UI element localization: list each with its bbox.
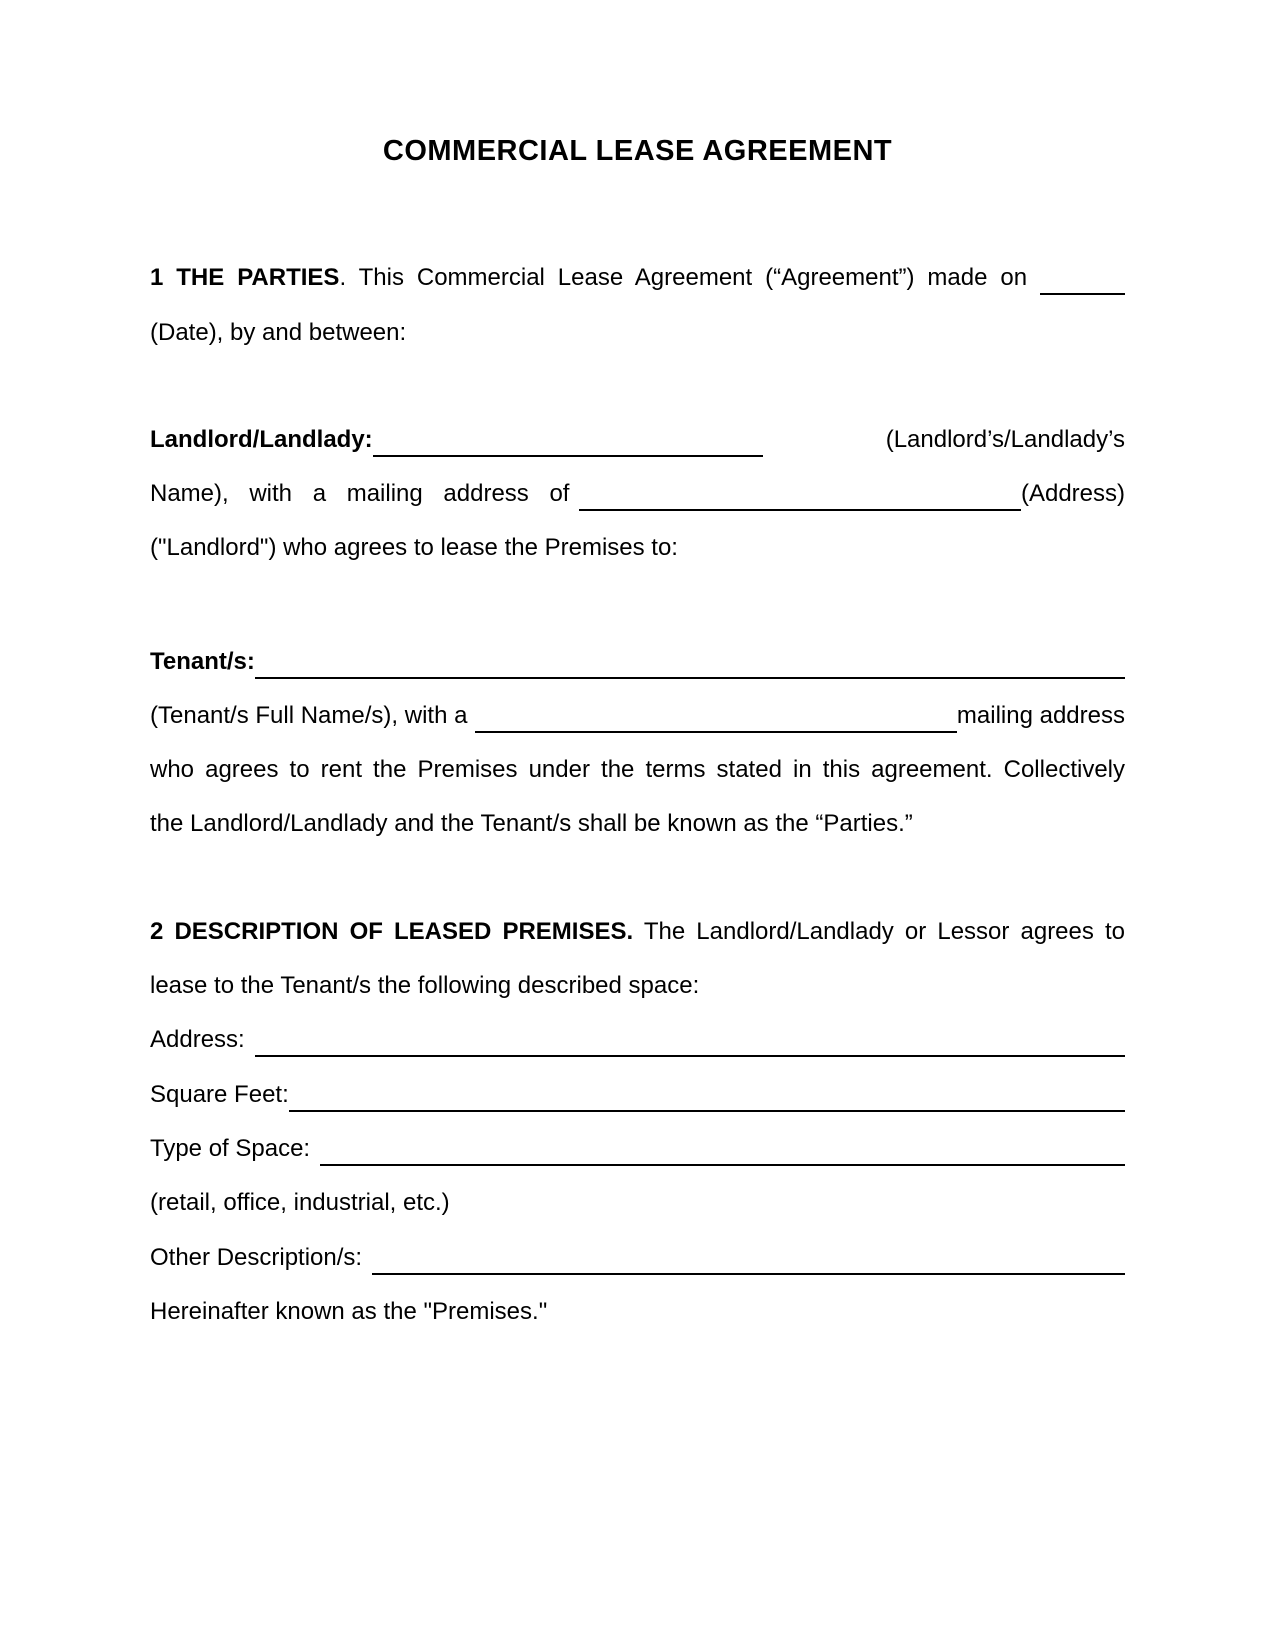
landlord-lease-line — [150, 533, 1125, 563]
parties-intro-text: . This Commercial Lease Agreement (“Agreement”) made on — [339, 264, 1028, 291]
landlord-address-line — [150, 479, 1125, 511]
type-of-space-hint-line — [150, 1188, 1125, 1218]
other-description-field-line — [150, 1243, 1125, 1275]
parties-intro-line2 — [150, 318, 1125, 348]
justify-spacer — [763, 425, 886, 455]
date-label-text: (Date), by and between: — [150, 319, 407, 346]
tenant-terms-text: who agrees to rent the Premises under the terms stated in this agreement. Collectively — [150, 756, 1125, 783]
address-field-line — [150, 1025, 1125, 1057]
landlord-name-hint: (Landlord’s/Landlady’s — [885, 426, 1125, 453]
premises-intro-text: lease to the Tenant/s the following described space: — [150, 972, 700, 999]
tenant-name-blank[interactable] — [255, 647, 1125, 679]
premises-closing-text: Hereinafter known as the "Premises." — [150, 1298, 548, 1325]
square-feet-field-label: Square Feet: — [150, 1081, 289, 1108]
premises-heading-text: The Landlord/Landlady or Lessor agrees to — [643, 918, 1125, 945]
section1-heading: 1 THE PARTIES — [150, 264, 340, 291]
type-of-space-field-label: Type of Space: — [150, 1135, 311, 1162]
square-feet-field-blank[interactable] — [289, 1080, 1125, 1112]
address-field-blank[interactable] — [255, 1025, 1125, 1057]
landlord-label: Landlord/Landlady: — [150, 426, 373, 453]
parties-intro-line1 — [150, 263, 1125, 325]
landlord-address-blank[interactable] — [579, 479, 1020, 511]
landlord-address-hint: (Address) — [1020, 480, 1125, 507]
document-title: COMMERCIAL LEASE AGREEMENT — [382, 135, 893, 167]
section2-heading: 2 DESCRIPTION OF LEASED PREMISES. — [150, 918, 634, 945]
tenant-name-line — [150, 647, 1125, 679]
tenant-label: Tenant/s: — [150, 648, 255, 675]
address-field-label: Address: — [150, 1026, 245, 1053]
premises-heading-line — [150, 917, 1125, 977]
other-description-field-blank[interactable] — [372, 1243, 1125, 1275]
square-feet-field-line — [150, 1080, 1125, 1112]
parties-definition-text: the Landlord/Landlady and the Tenant/s shall be known as the “Parties.” — [150, 810, 913, 837]
premises-closing-line — [150, 1297, 1125, 1327]
premises-intro-line — [150, 971, 1125, 1001]
landlord-name-blank[interactable] — [373, 425, 763, 457]
type-of-space-field-blank[interactable] — [320, 1134, 1125, 1166]
landlord-address-text: Name), with a mailing address of — [150, 480, 570, 507]
type-of-space-hint-text: (retail, office, industrial, etc.) — [150, 1189, 450, 1216]
landlord-name-line — [150, 425, 1125, 457]
tenant-terms-line — [150, 755, 1125, 815]
tenant-address-text-before: (Tenant/s Full Name/s), with a — [150, 702, 468, 729]
tenant-address-text-after: mailing address — [956, 702, 1125, 729]
tenant-address-line — [150, 701, 1125, 733]
landlord-lease-text: ("Landlord") who agrees to lease the Premises to: — [150, 534, 678, 561]
type-of-space-field-line — [150, 1134, 1125, 1166]
other-description-field-label: Other Description/s: — [150, 1244, 363, 1271]
tenant-address-blank[interactable] — [475, 701, 956, 733]
date-blank[interactable] — [1040, 263, 1125, 295]
parties-definition-line — [150, 809, 1125, 839]
